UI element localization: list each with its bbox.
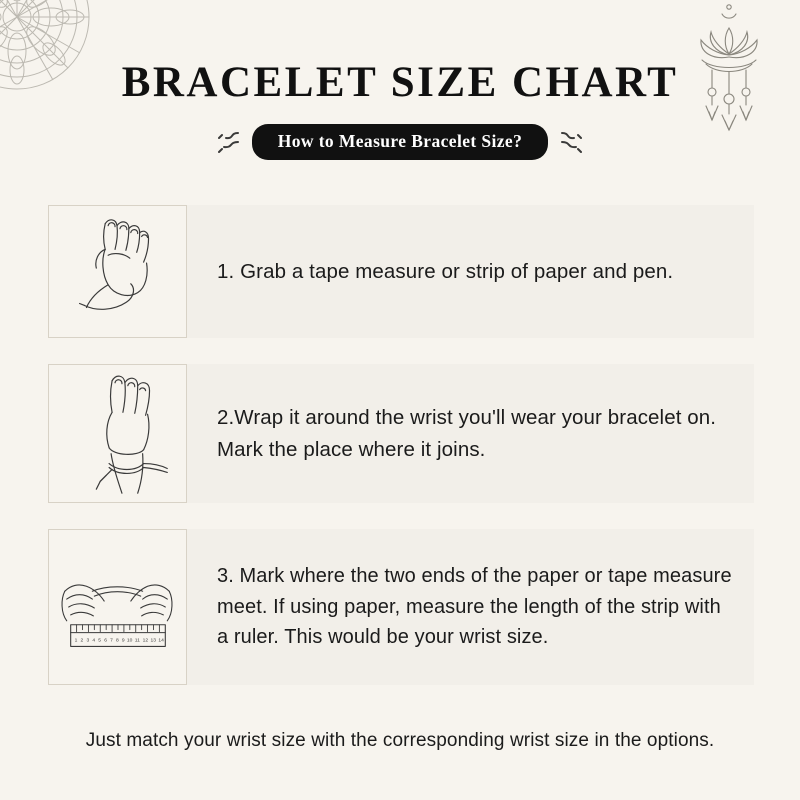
svg-text:5: 5 [98,638,102,644]
footer-note: Just match your wrist size with the corresponding wrist size in the options. [85,730,715,751]
step-3-text: 3. Mark where the two ends of the paper or tape measure meet. If using paper, measure the length of the strip with a ruler. This would be your wrist size. [217,565,732,649]
flourish-icon [558,129,584,155]
svg-text:7: 7 [110,638,113,644]
hand-wrapping-wrist-icon [48,364,187,503]
step-2 [48,364,754,503]
svg-text:8: 8 [116,638,119,644]
svg-text:1: 1 [74,638,78,644]
flourish-icon [216,129,242,155]
hands-measuring-with-ruler-icon [48,529,187,685]
page-title: BRACELET SIZE CHART [121,59,679,106]
svg-text:14: 14 [158,638,164,644]
svg-text:12: 12 [142,638,149,644]
svg-text:10: 10 [126,638,133,644]
subtitle-pill: How to Measure Bracelet Size? [252,124,549,160]
step-1 [48,205,754,338]
svg-text:4: 4 [92,638,96,644]
subtitle-row [0,124,800,160]
svg-text:6: 6 [104,638,107,644]
step-2-text: 2.Wrap it around the wrist you'll wear your bracelet on. Mark the place where it joins. [217,405,717,461]
step-1-text: 1. Grab a tape measure or strip of paper and pen. [217,259,674,283]
svg-text:11: 11 [134,638,140,644]
step-3 [48,529,754,685]
svg-text:3: 3 [86,638,90,644]
steps-list [48,205,754,711]
hand-with-tape-measure-icon [48,205,187,338]
svg-text:2: 2 [80,638,84,644]
svg-text:13: 13 [150,638,156,644]
svg-text:9: 9 [121,638,125,644]
